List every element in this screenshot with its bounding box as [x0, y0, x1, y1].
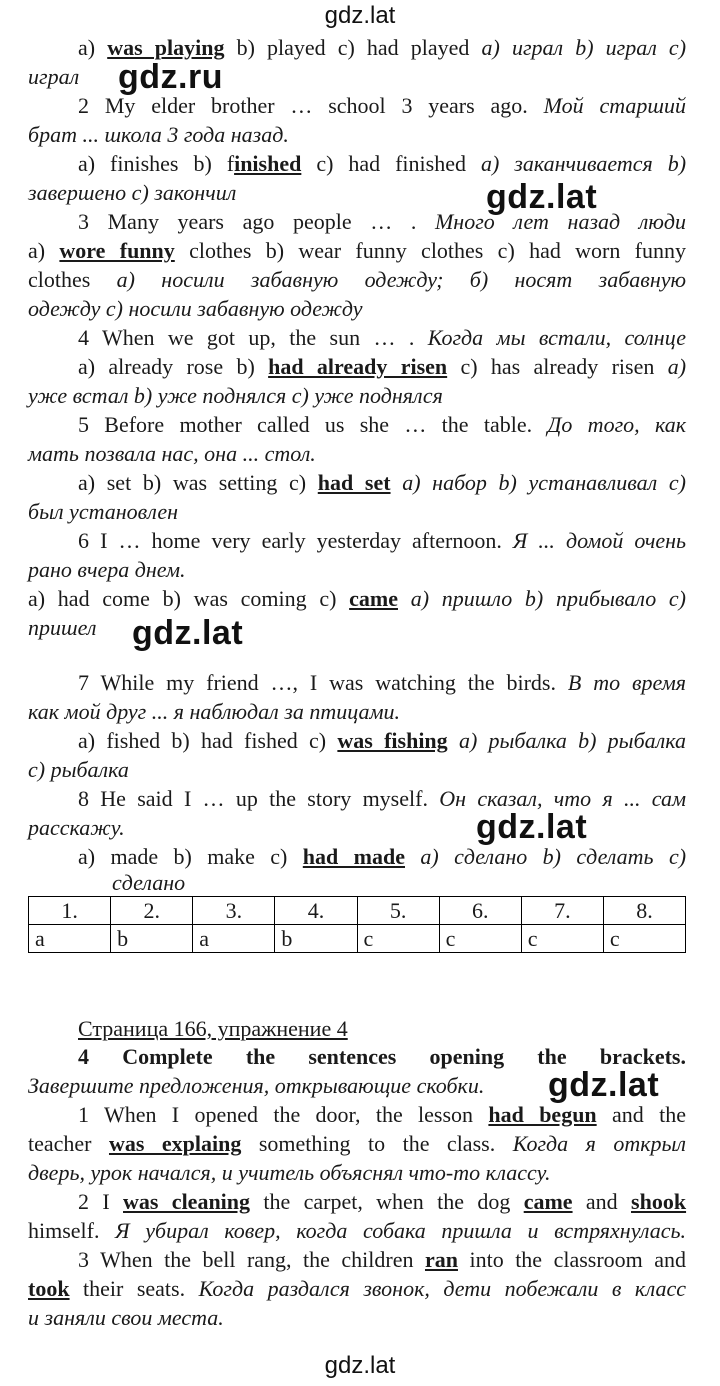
sentence-7: 7 While my friend …, I was watching the birds. В то время: [78, 670, 687, 695]
sentence-4-2: 2 I was cleaning the carpet, when the dog came and shook: [78, 1189, 687, 1214]
exercise-title: 4 Complete the sentences opening the brackets.: [78, 1044, 686, 1069]
key-letter: c: [521, 925, 603, 953]
answer: came: [523, 1189, 573, 1214]
option-line-6: a) had come b) was coming c) came а) пришло b) прибывало с): [28, 586, 686, 611]
answer: shook: [631, 1189, 687, 1214]
sentence-8: 8 He said I … up the story myself. Он сказал, что я ... сам: [78, 786, 687, 811]
key-letter: b: [275, 925, 357, 953]
option-line-8: a) made b) make c) had made а) сделано b) сделать с): [78, 844, 687, 869]
page-reference: Страница 166, упражнение 4: [78, 1016, 348, 1041]
answer: came: [349, 586, 398, 611]
sentence-3: 3 Many years ago people … . Много лет назад люди: [78, 209, 687, 234]
answer: had made: [302, 844, 405, 869]
key-number: 5.: [357, 897, 439, 925]
sentence-4: 4 When we got up, the sun … . Когда мы встали, солнце: [78, 325, 687, 350]
answer: was fishing: [337, 728, 448, 753]
key-letter: b: [111, 925, 193, 953]
answer: was explaing: [108, 1131, 242, 1156]
watermark: gdz.lat: [486, 178, 598, 216]
sentence-4-1: 1 When I opened the door, the lesson had begun and the: [78, 1102, 686, 1127]
key-number: 8.: [603, 897, 685, 925]
translation-line: дверь, урок начался, и учитель объяснял что-то классу.: [28, 1160, 551, 1185]
sentence-4-1-cont: teacher was explaing something to the class. Когда я открыл: [28, 1131, 687, 1156]
sentence-5: 5 Before mother called us she … the table. До того, как: [78, 412, 686, 437]
sentence-4-2-cont: himself. Я убирал ковер, когда собака пришла и встряхнулась.: [28, 1218, 687, 1243]
translation-line: и заняли свои места.: [28, 1305, 224, 1330]
answer-key-table: [28, 896, 686, 953]
translation-line: как мой друг ... я наблюдал за птицами.: [28, 699, 401, 724]
translation-line: уже встал b) уже поднялся с) уже поднялся: [28, 383, 443, 408]
key-letter: c: [357, 925, 439, 953]
answer: had begun: [488, 1102, 597, 1127]
watermark: gdz.lat: [132, 614, 244, 652]
option-line-1: a) was playing b) played c) had played а) играл b) играл с): [78, 35, 687, 60]
key-letter: a: [29, 925, 111, 953]
answer-key-letters: [29, 925, 686, 953]
answer: ran: [424, 1247, 458, 1272]
sentence-2: 2 My elder brother … school 3 years ago. Мой старший: [78, 93, 686, 118]
translation-line: расскажу.: [28, 815, 125, 840]
option-line-3-cont: clothes а) носили забавную одежду; б) носят забавную: [28, 267, 687, 292]
watermark: gdz.lat: [548, 1066, 660, 1104]
key-letter: a: [193, 925, 275, 953]
translation-line: играл: [28, 64, 80, 89]
answer: had already risen: [268, 354, 448, 379]
translation-line: брат ... школа 3 года назад.: [28, 122, 289, 147]
translation-line: сделано: [112, 870, 186, 895]
sentence-4-3: 3 When the bell rang, the children ran into the classroom and: [78, 1247, 687, 1272]
translation-line: рано вчера днем.: [28, 557, 186, 582]
answer: had set: [317, 470, 391, 495]
translation-line: был установлен: [28, 499, 179, 524]
answer: wore funny: [59, 238, 175, 263]
exercise-title-translation: Завершите предложения, открывающие скобки.: [28, 1073, 485, 1098]
answer: took: [28, 1276, 70, 1301]
option-line-7: a) fished b) had fished c) was fishing а) рыбалка b) рыбалка: [78, 728, 686, 753]
key-number: 7.: [521, 897, 603, 925]
answer-key-numbers: [29, 897, 686, 925]
key-number: 3.: [193, 897, 275, 925]
watermark-bottom: gdz.lat: [324, 1352, 396, 1379]
translation-line: мать позвала нас, она ... стол.: [28, 441, 316, 466]
option-line-2: a) finishes b) finished c) had finished а) заканчивается b): [78, 151, 687, 176]
answer: was playing: [107, 35, 225, 60]
translation-line: одежду с) носили забавную одежду: [28, 296, 363, 321]
key-number: 2.: [111, 897, 193, 925]
key-letter: c: [439, 925, 521, 953]
answer: was cleaning: [123, 1189, 251, 1214]
option-line-5: a) set b) was setting c) had set а) набор b) устанавливал с): [78, 470, 686, 495]
translation-line: завершено с) закончил: [28, 180, 237, 205]
option-line-3: a) wore funny clothes b) wear funny clothes c) had worn funny: [28, 238, 687, 263]
key-number: 1.: [29, 897, 111, 925]
key-number: 6.: [439, 897, 521, 925]
option-line-4: a) already rose b) had already risen c) has already risen а): [78, 354, 687, 379]
watermark-top: gdz.lat: [324, 2, 396, 29]
sentence-6: 6 I … home very early yesterday afternoon. Я ... домой очень: [78, 528, 687, 553]
key-letter: c: [603, 925, 685, 953]
sentence-4-3-cont: took their seats. Когда раздался звонок, дети побежали в класс: [28, 1276, 687, 1301]
key-number: 4.: [275, 897, 357, 925]
translation-line: пришел: [28, 615, 97, 640]
watermark-gdz-ru: gdz.ru: [118, 58, 223, 96]
watermark: gdz.lat: [476, 808, 588, 846]
translation-line: с) рыбалка: [28, 757, 129, 782]
answer: inished: [234, 151, 302, 176]
